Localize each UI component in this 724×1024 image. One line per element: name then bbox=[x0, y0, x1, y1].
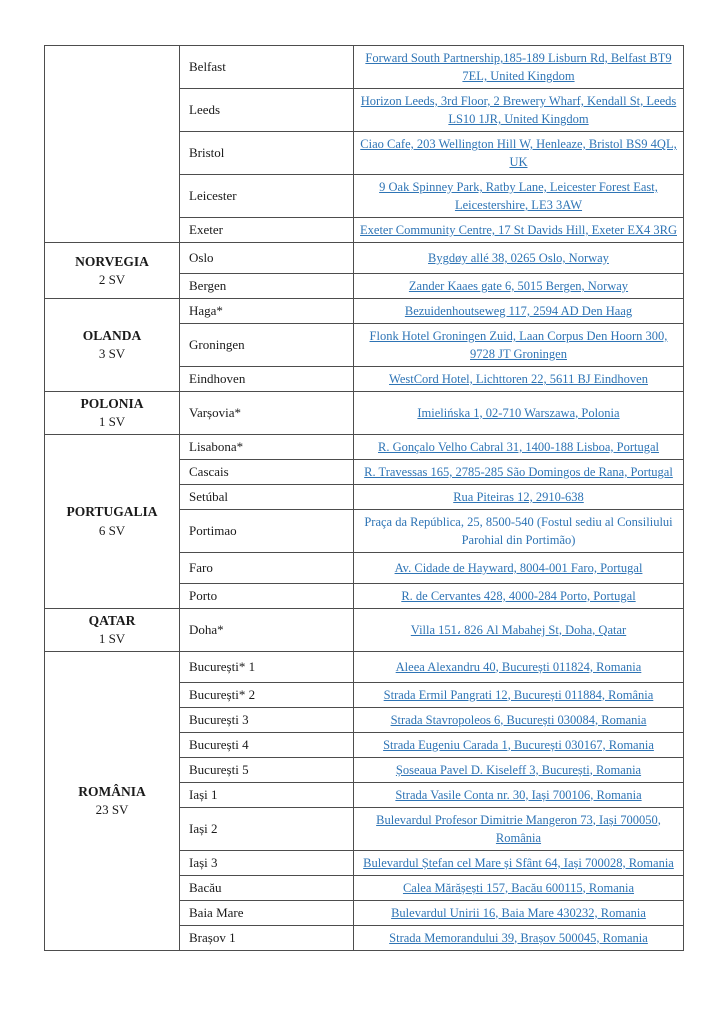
city-cell bbox=[180, 274, 354, 299]
city-label: Porto bbox=[189, 587, 218, 603]
address-cell bbox=[354, 89, 684, 132]
address-link[interactable]: Horizon Leeds, 3rd Floor, 2 Brewery Wharf, Kendall St, Leeds LS10 1JR, United Kingdom bbox=[360, 94, 677, 126]
country-cell bbox=[45, 392, 180, 435]
address-cell bbox=[354, 608, 684, 651]
city-label: București* 1 bbox=[189, 658, 256, 674]
city-label: Belfast bbox=[189, 59, 226, 74]
city-label: Leicester bbox=[189, 188, 237, 203]
country-sv: 6 SV bbox=[98, 522, 126, 538]
address-link[interactable]: Calea Mărășești 157, Bacău 600115, Romania bbox=[402, 880, 635, 895]
country-name: OLANDA bbox=[82, 328, 142, 344]
city-cell bbox=[180, 175, 354, 218]
city-cell bbox=[180, 900, 354, 925]
address-cell bbox=[354, 243, 684, 274]
city-cell bbox=[180, 299, 354, 324]
table-row bbox=[45, 243, 684, 274]
address-link[interactable]: R. Gonçalo Velho Cabral 31, 1400-188 Lisboa, Portugal bbox=[378, 439, 659, 454]
city-cell bbox=[180, 807, 354, 850]
city-label: Groningen bbox=[189, 337, 245, 352]
city-cell bbox=[180, 682, 354, 707]
address-cell bbox=[354, 732, 684, 757]
city-label: Eindhoven bbox=[189, 371, 246, 386]
city-label: București 3 bbox=[189, 711, 249, 727]
city-cell bbox=[180, 850, 354, 875]
address-cell bbox=[354, 484, 684, 509]
city-cell bbox=[180, 651, 354, 682]
country-name: POLONIA bbox=[80, 396, 144, 411]
city-cell bbox=[180, 608, 354, 651]
city-label: Exeter bbox=[189, 222, 223, 237]
city-cell bbox=[180, 243, 354, 274]
address-link[interactable]: Bulevardul Profesor Dimitrie Mangeron 73, Iași 700050, România bbox=[376, 812, 661, 845]
address-link[interactable]: Strada Eugeniu Carada 1, București 030167, Romania bbox=[383, 737, 654, 752]
city-label: București* 2 bbox=[189, 686, 256, 702]
city-label: Iași 3 bbox=[189, 854, 218, 870]
address-link[interactable]: 9 Oak Spinney Park, Ratby Lane, Leicester Forest East, Leicestershire, LE3 3AW bbox=[379, 180, 658, 212]
address-cell bbox=[354, 132, 684, 175]
table-row bbox=[45, 434, 684, 459]
city-cell bbox=[180, 89, 354, 132]
address-cell bbox=[354, 299, 684, 324]
address-cell bbox=[354, 392, 684, 435]
city-label: Bergen bbox=[189, 278, 227, 293]
address-link[interactable]: Bulevardul Ștefan cel Mare și Sfânt 64, Iași 700028, Romania bbox=[363, 855, 674, 870]
address-cell bbox=[354, 218, 684, 243]
city-label: Iași 2 bbox=[189, 820, 218, 836]
city-label: Haga* bbox=[189, 303, 223, 318]
city-cell bbox=[180, 782, 354, 807]
country-cell bbox=[45, 434, 180, 608]
address-cell bbox=[354, 900, 684, 925]
address-cell bbox=[354, 850, 684, 875]
address-link[interactable]: Șoseaua Pavel D. Kiseleff 3, București, Romania bbox=[395, 762, 642, 777]
city-cell bbox=[180, 552, 354, 583]
country-cell bbox=[45, 46, 180, 243]
country-cell bbox=[45, 243, 180, 299]
city-cell bbox=[180, 484, 354, 509]
address-cell bbox=[354, 459, 684, 484]
city-label: Bacău bbox=[189, 879, 222, 895]
address-link[interactable]: Bezuidenhoutseweg 117, 2594 AD Den Haag bbox=[404, 304, 633, 318]
address-link[interactable]: Strada Memorandului 39, Brașov 500045, Romania bbox=[389, 930, 648, 945]
country-name: QATAR bbox=[88, 612, 136, 628]
city-label: Cascais bbox=[189, 463, 229, 479]
country-sv: 1 SV bbox=[98, 414, 126, 430]
address-cell bbox=[354, 324, 684, 367]
address-cell bbox=[354, 875, 684, 900]
address-link[interactable]: Bygdøy allé 38, 0265 Oslo, Norway bbox=[428, 251, 609, 265]
address-cell bbox=[354, 434, 684, 459]
address-cell bbox=[354, 583, 684, 608]
country-sv: 2 SV bbox=[98, 271, 126, 287]
city-cell bbox=[180, 459, 354, 484]
country-name: PORTUGALIA bbox=[66, 504, 158, 520]
address-text: Praça da República, 25, 8500-540 (Fostul sediu al Consiliului Parohial din Portimão) bbox=[364, 514, 673, 547]
address-link[interactable]: Villa 151، 826 Al Mabahej St, Doha, Qatar bbox=[410, 622, 627, 637]
city-cell bbox=[180, 46, 354, 89]
address-cell bbox=[354, 757, 684, 782]
table-row bbox=[45, 46, 684, 89]
city-cell bbox=[180, 218, 354, 243]
city-label: Setúbal bbox=[189, 488, 228, 504]
city-label: Lisabona* bbox=[189, 438, 244, 454]
table-row bbox=[45, 392, 684, 435]
city-label: Doha* bbox=[189, 621, 224, 637]
address-cell bbox=[354, 175, 684, 218]
city-cell bbox=[180, 732, 354, 757]
country-cell bbox=[45, 299, 180, 392]
city-cell bbox=[180, 875, 354, 900]
address-link[interactable]: Zander Kaaes gate 6, 5015 Bergen, Norway bbox=[408, 279, 629, 293]
city-label: Baia Mare bbox=[189, 904, 244, 920]
city-label: Brașov 1 bbox=[189, 929, 236, 945]
city-label: Bristol bbox=[189, 145, 225, 160]
city-label: Faro bbox=[189, 559, 213, 575]
address-link[interactable]: Imielińska 1, 02-710 Warszawa, Polonia bbox=[417, 405, 620, 420]
address-link[interactable]: Bulevardul Unirii 16, Baia Mare 430232, Romania bbox=[391, 905, 646, 920]
city-label: Iași 1 bbox=[189, 786, 218, 802]
city-cell bbox=[180, 132, 354, 175]
address-cell bbox=[354, 807, 684, 850]
address-cell bbox=[354, 509, 684, 552]
address-link[interactable]: Strada Ermil Pangrati 12, București 011884, România bbox=[383, 687, 654, 702]
table-row bbox=[45, 299, 684, 324]
address-link[interactable]: Flonk Hotel Groningen Zuid, Laan Corpus Den Hoorn 300, 9728 JT Groningen bbox=[369, 329, 668, 361]
address-cell bbox=[354, 782, 684, 807]
city-cell bbox=[180, 757, 354, 782]
address-link[interactable]: R. de Cervantes 428, 4000-284 Porto, Portugal bbox=[401, 588, 636, 603]
city-label: București 4 bbox=[189, 736, 249, 752]
address-cell bbox=[354, 707, 684, 732]
address-link[interactable]: Strada Vasile Conta nr. 30, Iași 700106, Romania bbox=[395, 787, 642, 802]
address-cell bbox=[354, 552, 684, 583]
country-name: ROMÂNIA bbox=[78, 783, 146, 799]
country-name: NORVEGIA bbox=[75, 253, 149, 269]
city-cell bbox=[180, 509, 354, 552]
address-link[interactable]: Av. Cidade de Hayward, 8004-001 Faro, Portugal bbox=[394, 560, 643, 575]
city-label: București 5 bbox=[189, 761, 249, 777]
address-link[interactable]: Aleea Alexandru 40, București 011824, Romania bbox=[395, 659, 642, 674]
city-cell bbox=[180, 434, 354, 459]
address-cell bbox=[354, 682, 684, 707]
city-label: Oslo bbox=[189, 250, 214, 265]
city-cell bbox=[180, 925, 354, 950]
address-link[interactable]: R. Travessas 165, 2785-285 São Domingos de Rana, Portugal bbox=[364, 464, 673, 479]
country-sv: 23 SV bbox=[95, 801, 129, 817]
city-label: Portimao bbox=[189, 522, 237, 538]
country-sv: 1 SV bbox=[98, 630, 126, 646]
city-label: Varșovia* bbox=[189, 404, 241, 420]
address-cell bbox=[354, 925, 684, 950]
address-link[interactable]: WestCord Hotel, Lichttoren 22, 5611 BJ Eindhoven bbox=[389, 372, 648, 386]
address-link[interactable]: Exeter Community Centre, 17 St Davids Hill, Exeter EX4 3RG bbox=[360, 223, 677, 237]
locations-table bbox=[44, 45, 684, 951]
address-link[interactable]: Ciao Cafe, 203 Wellington Hill W, Henleaze, Bristol BS9 4QL, UK bbox=[360, 137, 677, 169]
address-cell bbox=[354, 651, 684, 682]
country-cell bbox=[45, 608, 180, 651]
city-cell bbox=[180, 392, 354, 435]
address-cell bbox=[354, 46, 684, 89]
address-link[interactable]: Strada Stavropoleos 6, București 030084, Romania bbox=[390, 712, 647, 727]
address-link[interactable]: Rua Piteiras 12, 2910-638 bbox=[453, 489, 584, 504]
address-cell bbox=[354, 274, 684, 299]
city-cell bbox=[180, 707, 354, 732]
address-link[interactable]: Forward South Partnership,185-189 Lisburn Rd, Belfast BT9 7EL, United Kingdom bbox=[365, 51, 672, 83]
table-row bbox=[45, 651, 684, 682]
table-row bbox=[45, 608, 684, 651]
city-label: Leeds bbox=[189, 102, 221, 117]
city-cell bbox=[180, 583, 354, 608]
city-cell bbox=[180, 367, 354, 392]
address-cell bbox=[354, 367, 684, 392]
country-cell bbox=[45, 651, 180, 950]
city-cell bbox=[180, 324, 354, 367]
country-sv: 3 SV bbox=[98, 346, 126, 362]
